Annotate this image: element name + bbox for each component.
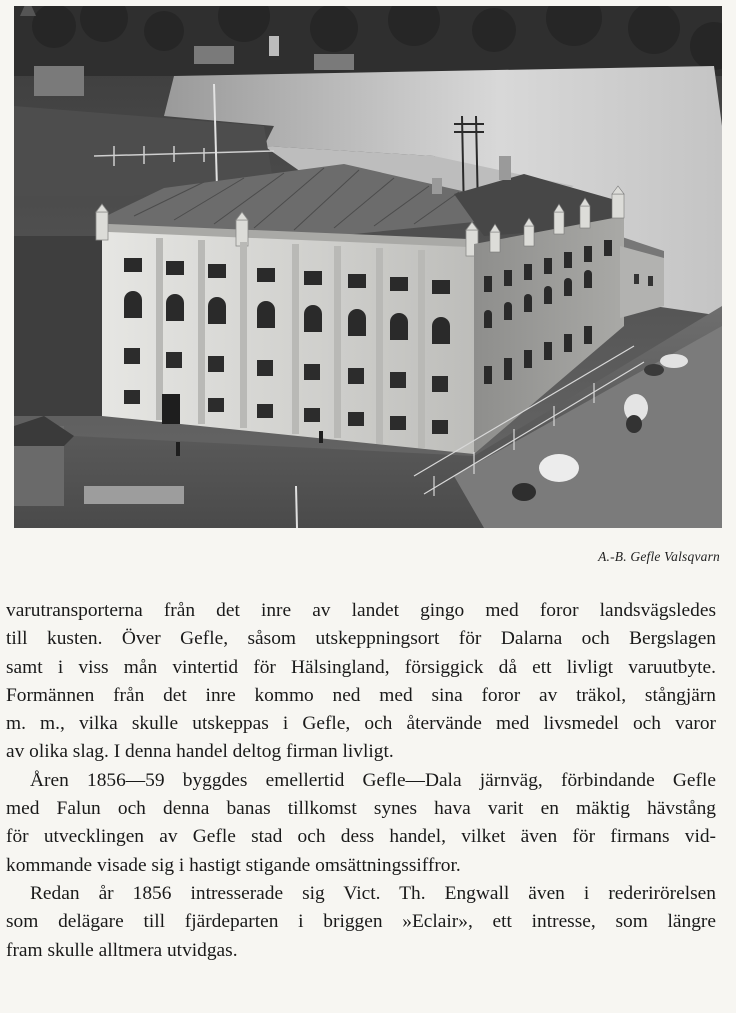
- mill-photograph-drawing: [14, 6, 722, 528]
- text-line: till kusten. Över Gefle, såsom utskeppningsort för Dalarna och Bergslagen: [6, 628, 716, 650]
- building-door: [162, 394, 180, 424]
- text-line: samt i viss mån vintertid för Hälsingland, försiggick då ett livligt varuutbyte.: [6, 656, 716, 678]
- text-line: Formännen från det inre kommo ned med sina foror av träkol, stångjärn: [6, 684, 716, 706]
- paragraph-1: [6, 597, 716, 767]
- text-line: Åren 1856—59 byggdes emellertid Gefle—Dala järnväg, förbindande Gefle: [30, 769, 716, 791]
- figure-caption: A.-B. Gefle Valsqvarn: [598, 549, 720, 564]
- text-line: med Falun och denna banas tillkomst synes hava varit en mäktig hävstång: [6, 798, 716, 820]
- text-line: m. m., vilka skulle utskeppas i Gefle, och återvände med livsmedel och varor: [6, 713, 716, 735]
- body-text: [6, 597, 716, 965]
- text-line: varutransporterna från det inre av landet gingo med foror landsvägsledes: [6, 600, 716, 621]
- text-line: för utvecklingen av Gefle stad och dess handel, vilket även för firmans vid-: [6, 826, 716, 848]
- text-line: av olika slag. I denna handel deltog firman livligt.: [6, 741, 394, 763]
- text-line: som delägare till fjärdeparten i briggen »Eclair», ett intresse, som längre: [6, 911, 716, 933]
- text-line: fram skulle alltmera utvidgas.: [6, 939, 238, 961]
- text-line: Redan år 1856 intresserade sig Vict. Th. Engwall även i rederirörelsen: [30, 882, 716, 904]
- mill-photograph: [14, 6, 722, 528]
- paragraph-2: [6, 767, 716, 880]
- paragraph-3: [6, 880, 716, 965]
- text-line: kommande visade sig i hastigt stigande omsättningssiffror.: [6, 854, 461, 876]
